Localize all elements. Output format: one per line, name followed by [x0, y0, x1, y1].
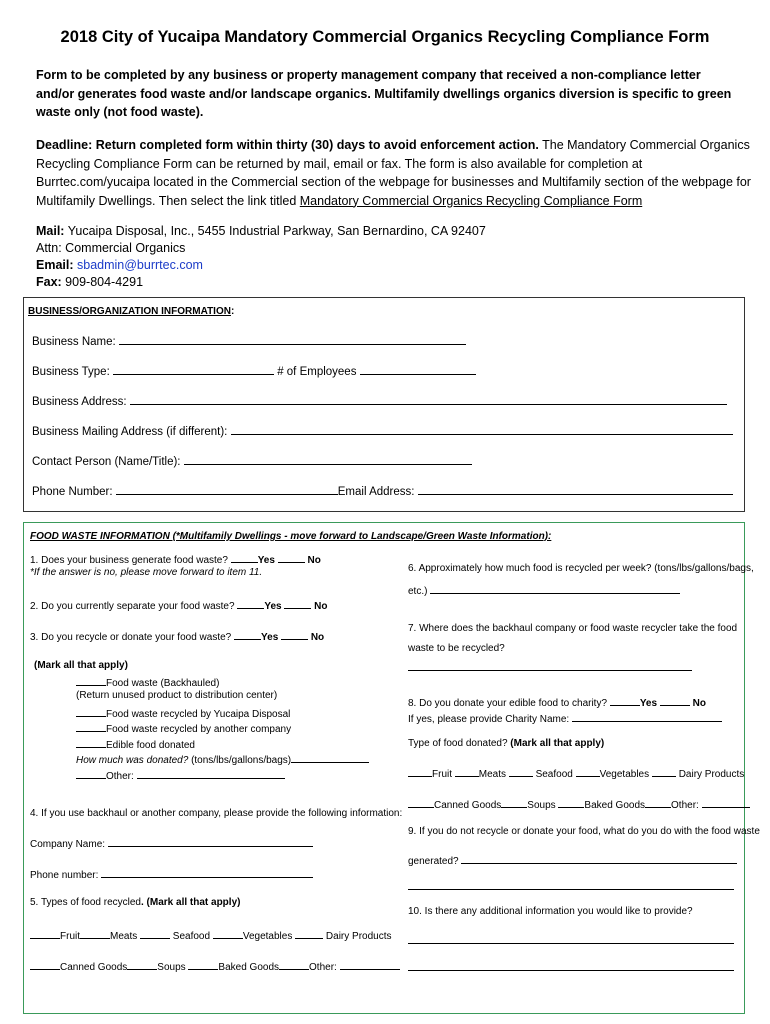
- q1-no: No: [307, 555, 321, 566]
- charity-name-field[interactable]: [572, 711, 722, 722]
- how-much-field[interactable]: [291, 752, 369, 763]
- company-name-row: Company Name:: [30, 836, 313, 850]
- q7-label: 7. Where does the backhaul company or food waste recycler take the food: [408, 623, 738, 634]
- q1-note: *If the answer is no, please move forward to item 11.: [30, 567, 263, 578]
- opt-other: Other:: [76, 768, 285, 782]
- q6-cont: etc.): [408, 583, 680, 597]
- q3-label: 3. Do you recycle or donate your food waste?: [30, 632, 232, 643]
- phone-email-row: [32, 484, 733, 498]
- opt-yucaipa-field[interactable]: [76, 706, 106, 717]
- business-section-header: BUSINESS/ORGANIZATION INFORMATION:: [28, 306, 235, 317]
- q3-yes: Yes: [261, 632, 279, 643]
- q5-soups-field[interactable]: [127, 959, 157, 970]
- q5-types-row2: Canned Goods Soups Baked Goods Other:: [30, 959, 400, 973]
- q2-no: No: [314, 601, 328, 612]
- email-link[interactable]: sbadmin@burrtec.com: [77, 258, 203, 272]
- business-address-row: [32, 394, 727, 408]
- q8-no-field[interactable]: [660, 695, 690, 706]
- opt-edible-field[interactable]: [76, 737, 106, 748]
- q6-label: 6. Approximately how much food is recycled per week? (tons/lbs/gallons/bags,: [408, 563, 754, 574]
- opt-edible: Edible food donated: [76, 737, 195, 751]
- attn-line: Attn: Commercial Organics: [36, 241, 186, 255]
- deadline-bold: Deadline: Return completed form within thirty (30) days to avoid enforcement action.: [36, 138, 539, 152]
- page-title: 2018 City of Yucaipa Mandatory Commercial Organics Recycling Compliance Form: [60, 28, 710, 46]
- q10-field-2[interactable]: [408, 960, 734, 971]
- q9-label: 9. If you do not recycle or donate your food, what do you do with the food waste: [408, 826, 760, 837]
- don-fruit-field[interactable]: [408, 766, 432, 777]
- donated-types-row2: Canned Goods Soups Baked Goods Other:: [408, 797, 750, 811]
- opt-backhauled-field[interactable]: [76, 675, 106, 686]
- donated-types-row1: Fruit Meats Seafood Vegetables Dairy Products: [408, 766, 744, 780]
- phone-field[interactable]: [116, 484, 338, 495]
- opt-other-check[interactable]: [76, 768, 106, 779]
- q5-canned-field[interactable]: [30, 959, 60, 970]
- q8-row: 8. Do you donate your edible food to charity? Yes No: [408, 695, 706, 709]
- opt-other-field[interactable]: [137, 768, 285, 779]
- form-link[interactable]: Mandatory Commercial Organics Recycling Compliance Form: [299, 193, 643, 208]
- fax-value: 909-804-4291: [61, 275, 144, 289]
- opt-another: Food waste recycled by another company: [76, 721, 291, 735]
- employees-label: # of Employees: [277, 366, 357, 378]
- q5-fruit-field[interactable]: [30, 928, 60, 939]
- q5-meats-field[interactable]: [80, 928, 110, 939]
- q9-field[interactable]: [461, 853, 737, 864]
- don-baked-field[interactable]: [558, 797, 584, 808]
- mark-all-label: (Mark all that apply): [34, 660, 128, 671]
- q10-row1: [408, 933, 734, 947]
- email-address-label: Email Address:: [337, 486, 415, 498]
- business-address-field[interactable]: [130, 394, 727, 405]
- company-name-field[interactable]: [108, 836, 313, 847]
- q7-row: [408, 660, 692, 674]
- q5-dairy-field[interactable]: [295, 928, 323, 939]
- q5-types-row1: Fruit Meats Seafood Vegetables Dairy Products: [30, 928, 391, 942]
- don-other-check[interactable]: [645, 797, 671, 808]
- email-label: Email:: [36, 258, 74, 272]
- don-seafood-field[interactable]: [509, 766, 533, 777]
- q10-field-1[interactable]: [408, 933, 734, 944]
- intro-paragraph: Form to be completed by any business or property management company that received a non-compliance letter and/or generates food waste and/or landscape organics. Multifamily dwellings organics diversion is specific to green waste only (not food waste).: [36, 68, 732, 119]
- q4-label: 4. If you use backhaul or another company, please provide the following information:: [30, 808, 403, 819]
- q5-other-field[interactable]: [340, 959, 400, 970]
- q1-row: [30, 552, 321, 566]
- business-type-label: Business Type:: [32, 366, 110, 378]
- mailing-address-field[interactable]: [231, 424, 733, 435]
- q9-cont: generated?: [408, 853, 737, 867]
- q1-yes: Yes: [257, 555, 275, 566]
- business-type-row: [32, 364, 476, 378]
- deadline-paragraph: [36, 136, 752, 210]
- don-soups-field[interactable]: [501, 797, 527, 808]
- don-canned-field[interactable]: [408, 797, 434, 808]
- don-vegetables-field[interactable]: [576, 766, 600, 777]
- q9-row2: [408, 879, 734, 893]
- business-type-field[interactable]: [113, 364, 274, 375]
- email-address-field[interactable]: [418, 484, 733, 495]
- fax-label: Fax:: [36, 275, 62, 289]
- phone-label: Phone Number:: [32, 486, 113, 498]
- opt-backhauled: Food waste (Backhauled): [76, 675, 219, 689]
- company-phone-field[interactable]: [101, 867, 313, 878]
- mail-value: Yucaipa Disposal, Inc., 5455 Industrial Parkway, San Bernardino, CA 92407: [64, 224, 486, 238]
- opt-another-field[interactable]: [76, 721, 106, 732]
- contact-person-label: Contact Person (Name/Title):: [32, 456, 181, 468]
- business-name-field[interactable]: [119, 334, 466, 345]
- food-waste-section: [23, 522, 760, 1014]
- type-donated-row: Type of food donated? (Mark all that apply): [408, 738, 605, 749]
- q2-no-field[interactable]: [284, 598, 311, 609]
- q7-field[interactable]: [408, 660, 692, 671]
- q9-field-2[interactable]: [408, 879, 734, 890]
- q1-no-field[interactable]: [278, 552, 305, 563]
- charity-row: If yes, please provide Charity Name:: [408, 711, 722, 725]
- how-much-row: How much was donated? (tons/lbs/gallons/bags): [76, 752, 369, 766]
- mailing-address-row: [32, 424, 733, 438]
- q5-other-check[interactable]: [279, 959, 309, 970]
- q8-yes-field[interactable]: [610, 695, 640, 706]
- q10-label: 10. Is there any additional information you would like to provide?: [408, 906, 693, 917]
- contact-person-field[interactable]: [184, 454, 472, 465]
- q3-no: No: [310, 632, 325, 643]
- q3-row: [30, 629, 324, 643]
- q2-row: [30, 598, 328, 612]
- don-other-field[interactable]: [702, 797, 750, 808]
- business-name-row: [32, 334, 466, 348]
- q5-seafood-field[interactable]: [140, 928, 170, 939]
- q10-row2: [408, 960, 734, 974]
- q2-yes-field[interactable]: [237, 598, 264, 609]
- q1-yes-field[interactable]: [231, 552, 258, 563]
- phone-number-row: Phone number:: [30, 867, 313, 881]
- q2-label: 2. Do you currently separate your food waste?: [30, 601, 235, 612]
- business-name-label: Business Name:: [32, 336, 116, 348]
- mail-label: Mail:: [36, 224, 65, 238]
- q1-label: 1. Does your business generate food waste?: [30, 555, 228, 566]
- q3-no-field[interactable]: [281, 629, 308, 640]
- q5-baked-field[interactable]: [188, 959, 218, 970]
- business-info-section: [23, 297, 745, 512]
- q8-yes: Yes: [639, 698, 658, 709]
- deadline-text: The Mandatory Commercial Organics Recycling Compliance Form can be returned by mail, email or fax. The form is also available for completion at Burrtec.com/yucaipa located in the Commercial section of the webpage for businesses and Multifamily section of the webpage for Multifamily Dwellings. Then select the link titled: [36, 138, 751, 208]
- q6-field[interactable]: [430, 583, 680, 594]
- contact-person-row: [32, 454, 472, 468]
- don-meats-field[interactable]: [455, 766, 479, 777]
- q5-vegetables-field[interactable]: [213, 928, 243, 939]
- mailing-address-label: Business Mailing Address (if different):: [32, 426, 228, 438]
- employees-field[interactable]: [360, 364, 476, 375]
- q5-row: 5. Types of food recycled. (Mark all that apply): [30, 897, 241, 908]
- opt-yucaipa: Food waste recycled by Yucaipa Disposal: [76, 706, 290, 720]
- business-address-label: Business Address:: [32, 396, 127, 408]
- q8-no: No: [692, 698, 706, 709]
- q2-yes: Yes: [264, 601, 282, 612]
- q7-cont: waste to be recycled?: [408, 643, 505, 654]
- q3-yes-field[interactable]: [234, 629, 261, 640]
- food-section-header: FOOD WASTE INFORMATION (*Multifamily Dwellings - move forward to Landscape/Green Waste Information):: [30, 531, 552, 542]
- opt-backhauled-note: (Return unused product to distribution center): [76, 690, 278, 701]
- don-dairy-field[interactable]: [652, 766, 676, 777]
- contact-block: [36, 222, 746, 290]
